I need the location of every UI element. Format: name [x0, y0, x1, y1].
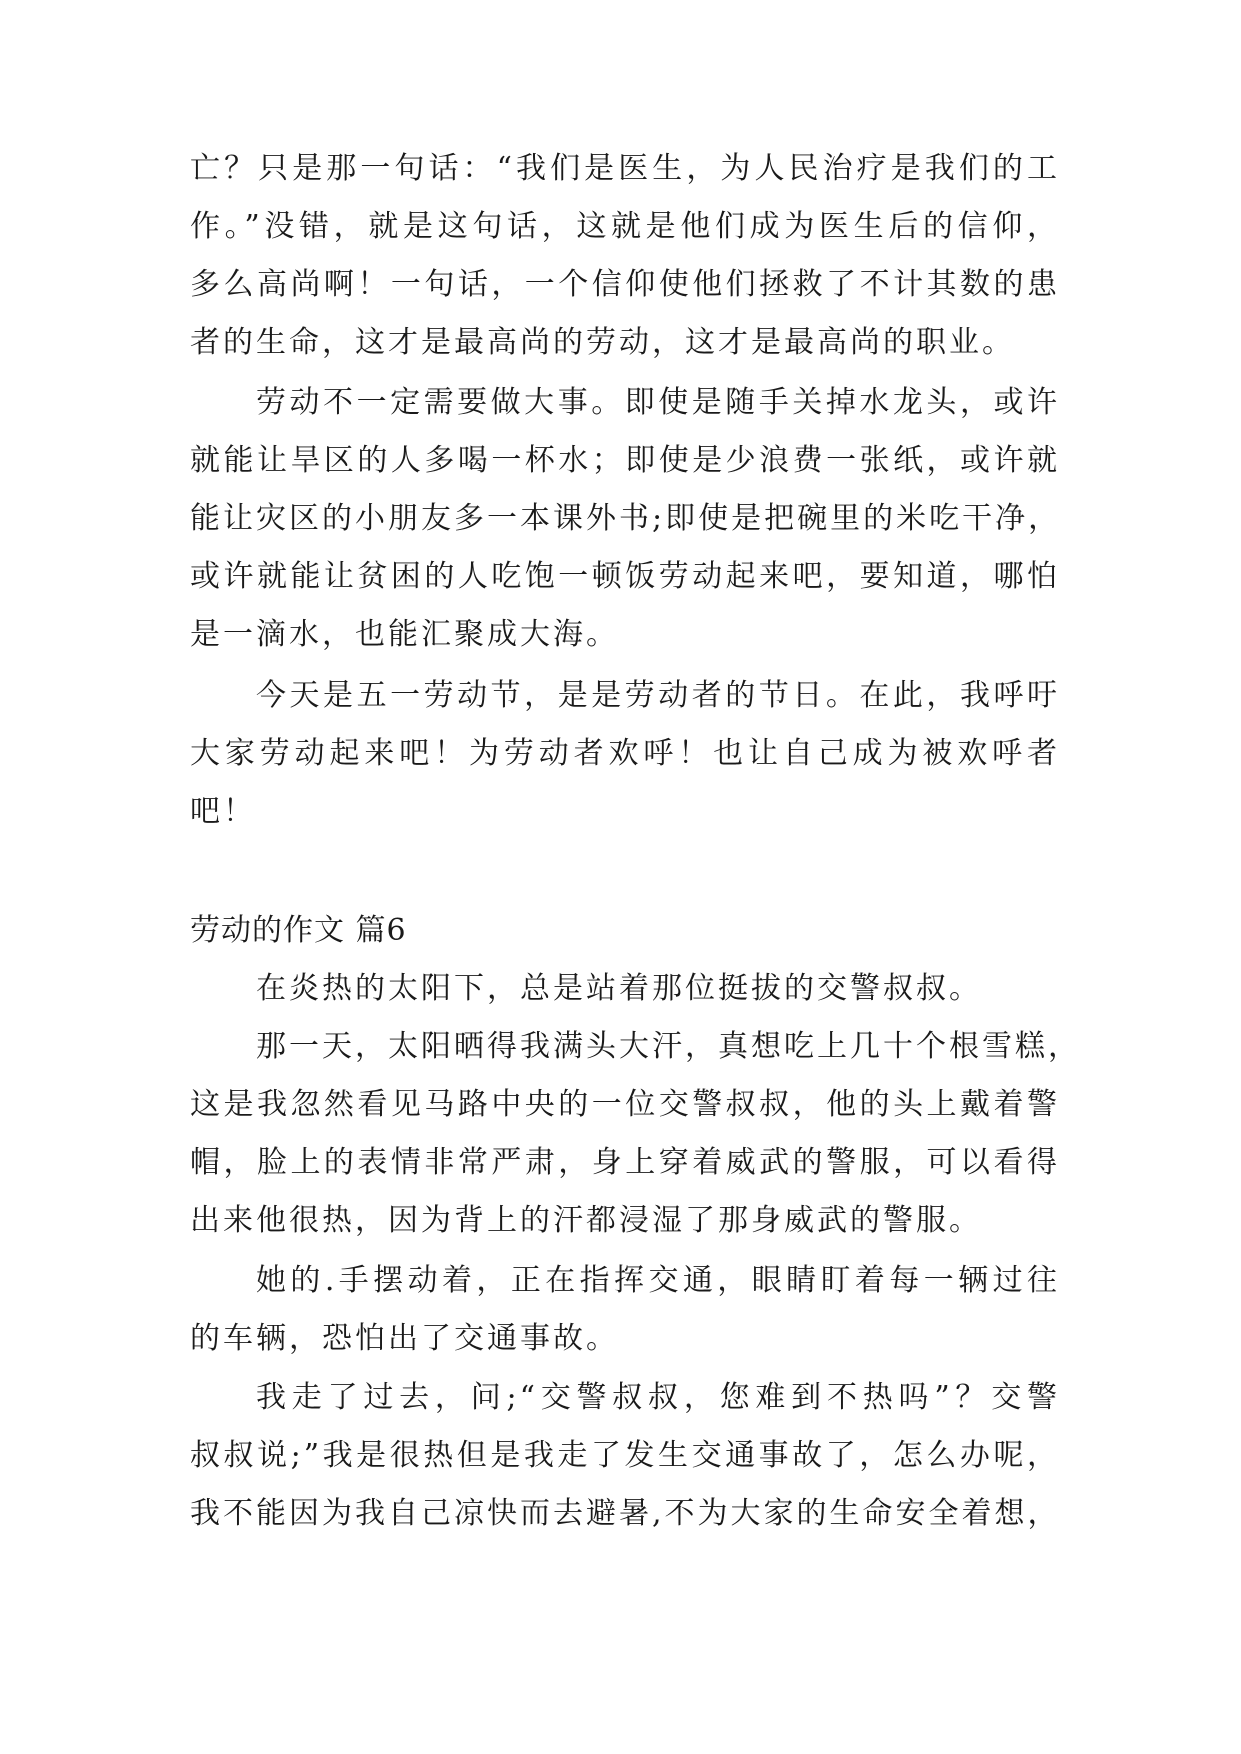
text-line: 今天是五一劳动节，是是劳动者的节日。在此，我呼吁: [256, 678, 1060, 713]
text-line: 我不能因为我自己凉快而去避暑,不为大家的生命安全着想，: [190, 1496, 1061, 1531]
paragraph-directing-traffic: [190, 1252, 1060, 1368]
paragraph-doctors: [190, 140, 1060, 372]
text-line: 亡？只是那一句话：“我们是医生，为人民治疗是我们的工: [190, 151, 1060, 186]
text-line: 我走了过去，问;“交警叔叔，您难到不热吗”？交警: [256, 1380, 1060, 1415]
text-line: 就能让旱区的人多喝一杯水；即使是少浪费一张纸，或许就: [190, 443, 1060, 478]
text-line: 劳动不一定需要做大事。即使是随手关掉水龙头，或许: [256, 385, 1060, 420]
text-line: 她的.手摆动着，正在指挥交通，眼睛盯着每一辆过往: [256, 1263, 1060, 1298]
paragraph-conversation: [190, 1369, 1060, 1543]
text-line: 多么高尚啊！一句话，一个信仰使他们拯救了不计其数的患: [190, 267, 1060, 302]
text-line: 大家劳动起来吧！为劳动者欢呼！也让自己成为被欢呼者: [190, 736, 1060, 771]
text-line: 是一滴水，也能汇聚成大海。: [190, 617, 619, 652]
text-line: 吧！: [190, 794, 256, 829]
text-line: 在炎热的太阳下，总是站着那位挺拔的交警叔叔。: [256, 971, 982, 1006]
text-line: 的车辆，恐怕出了交通事故。: [190, 1321, 619, 1356]
text-line: 这是我忽然看见马路中央的一位交警叔叔，他的头上戴着警: [190, 1087, 1060, 1122]
text-line: 帽，脸上的表情非常严肃，身上穿着威武的警服，可以看得: [190, 1145, 1060, 1180]
essay-title: 劳动的作文 篇6: [190, 913, 407, 948]
text-line: 那一天，太阳晒得我满头大汗，真想吃上几十个根雪糕，: [256, 1029, 1081, 1064]
paragraph-may-day: [190, 667, 1060, 841]
paragraph-that-day: [190, 1018, 1081, 1250]
text-line: 叔叔说;”我是很热但是我走了发生交通事故了，怎么办呢，: [190, 1438, 1060, 1473]
text-line: 能让灾区的小朋友多一本课外书;即使是把碗里的米吃干净，: [190, 501, 1062, 536]
text-line: 或许就能让贫困的人吃饱一顿饭劳动起来吧，要知道，哪怕: [190, 559, 1060, 594]
essay-heading: [190, 902, 1060, 960]
text-line: 出来他很热，因为背上的汗都浸湿了那身威武的警服。: [190, 1203, 982, 1238]
paragraph-small-labor: [190, 374, 1060, 664]
paragraph-intro: [190, 960, 1060, 1018]
text-line: 作。”没错，就是这句话，这就是他们成为医生后的信仰，: [190, 209, 1060, 244]
text-line: 者的生命，这才是最高尚的劳动，这才是最高尚的职业。: [190, 325, 1015, 360]
